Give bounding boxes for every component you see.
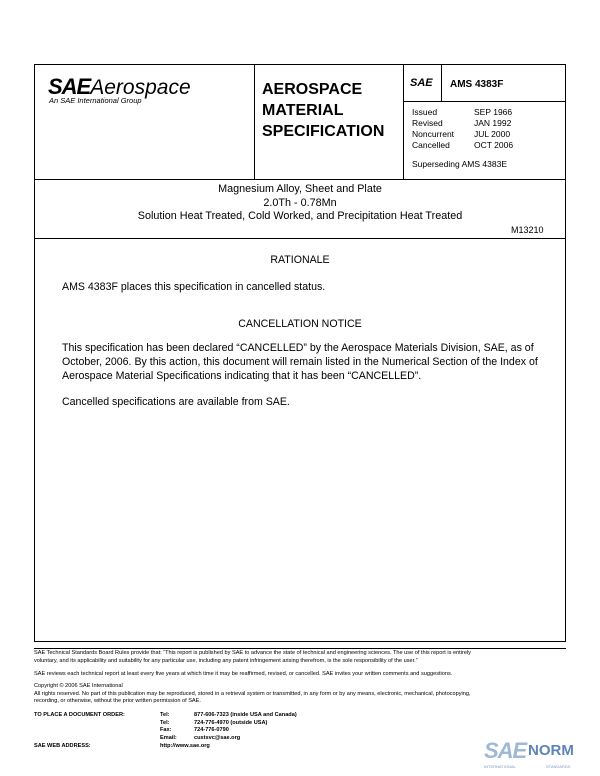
material-title-line-2: 2.0Th - 0.78Mn: [263, 196, 337, 209]
notice-paragraph: [62, 341, 538, 383]
content-box: [34, 238, 566, 642]
small-logo-divider: [441, 64, 442, 101]
superseding-value: AMS 4383E: [461, 159, 508, 169]
logo-aerospace-text: Aerospace: [90, 76, 191, 99]
footer-rules-line-1: SAE Technical Standards Board Rules provide that: “This report is published by SAE to advance the state of technical and engineering sciences. The use of this report is entirely: [34, 650, 471, 656]
order-contacts: [160, 712, 297, 742]
sae-norm-stamp: [484, 738, 588, 772]
contact-value: 877-606-7323 (inside USA and Canada): [194, 712, 297, 718]
web-address-link[interactable]: http://www.sae.org: [160, 743, 210, 749]
contact-row: [160, 727, 297, 735]
date-row-cancelled: [412, 140, 557, 151]
superseding-line: [412, 159, 507, 170]
notice-line-1: This specification has been declared “CANCELLED” by the Aerospace Materials Division, SAE, as of: [62, 342, 534, 354]
footer-rules-line-2: voluntary, and its applicability and suitability for any particular use, including any patent infringement arising therefrom, is the sole responsibility of the user.”: [34, 657, 418, 664]
rationale-heading: RATIONALE: [270, 254, 330, 266]
contact-label: Tel:: [160, 719, 170, 726]
date-row-revised: [412, 118, 557, 129]
material-code: M13210: [511, 225, 544, 235]
stamp-sae-text: SAE: [484, 738, 527, 763]
date-label: Revised: [412, 118, 443, 128]
contact-label: Fax:: [160, 727, 172, 734]
notice-heading: CANCELLATION NOTICE: [238, 318, 362, 330]
stamp-sub-left: INTERNATIONAL: [484, 764, 516, 769]
date-row-noncurrent: [412, 129, 557, 140]
contact-email-link[interactable]: custsvc@sae.org: [194, 734, 241, 741]
page-title: [262, 79, 384, 142]
stamp-sub-right: STANDARDS: [546, 764, 571, 769]
material-title: [34, 183, 566, 224]
contact-value: 724-776-4970 (outside USA): [194, 719, 268, 726]
doc-number: AMS 4383F: [450, 79, 504, 90]
contact-label: Tel:: [160, 712, 170, 718]
title-line-1: AEROSPACE: [262, 81, 363, 98]
copyright-line-1: Copyright © 2006 SAE International: [34, 683, 123, 689]
copyright-line-3: recording, or otherwise, without the prior written permission of SAE.: [34, 698, 201, 705]
stamp-norm-text: NORM: [528, 742, 574, 759]
copyright-line-2: All rights reserved. No part of this publication may be reproduced, stored in a retrieval system or transmitted, in any form or by any means, electronic, mechanical, photocopying,: [34, 690, 471, 697]
web-label: SAE WEB ADDRESS:: [34, 743, 91, 749]
contact-row: [160, 735, 297, 743]
title-line-2: MATERIAL: [262, 102, 344, 119]
logo-tagline: An SAE International Group: [49, 96, 142, 105]
contact-value: 724-776-0790: [194, 727, 229, 734]
notice-line-3: Aerospace Material Specifications indicating that it has been “CANCELLED”.: [62, 370, 422, 382]
superseding-label: Superseding: [412, 159, 460, 169]
footer-copyright: [34, 683, 471, 706]
rationale-text: AMS 4383F places this specification in cancelled status.: [62, 281, 326, 293]
contact-label: Email:: [160, 734, 177, 741]
notice-availability: Cancelled specifications are available from SAE.: [62, 396, 290, 408]
order-label: TO PLACE A DOCUMENT ORDER:: [34, 712, 125, 718]
material-title-line-1: Magnesium Alloy, Sheet and Plate: [218, 183, 382, 195]
contact-row: [160, 720, 297, 728]
contact-row: [160, 712, 297, 720]
date-label: Cancelled: [412, 140, 450, 150]
footer-top-rule: [34, 648, 566, 649]
date-value: JAN 1992: [474, 118, 512, 128]
date-value: OCT 2006: [474, 140, 514, 150]
logo-sae-text: SAE: [48, 74, 91, 99]
footer-rules: [34, 650, 574, 665]
small-sae-logo: SAE: [410, 77, 433, 89]
date-row-issued: [412, 107, 557, 118]
docinfo-divider: [403, 101, 566, 102]
footer-review: SAE reviews each technical report at least every five years at which time it may be reaffirmed, revised, or cancelled. SAE invites your written comments and suggestions.: [34, 671, 453, 677]
material-title-line-3: Solution Heat Treated, Cold Worked, and Precipitation Heat Treated: [137, 210, 463, 222]
date-value: SEP 1966: [474, 107, 513, 117]
notice-line-2: October, 2006. By this action, this document will remain listed in the Numerical Section of the Index of: [62, 356, 538, 368]
date-table: [412, 107, 557, 151]
title-line-3: SPECIFICATION: [262, 123, 385, 140]
date-label: Issued: [412, 107, 438, 117]
date-label: Noncurrent: [412, 129, 455, 139]
date-value: JUL 2000: [474, 129, 511, 139]
